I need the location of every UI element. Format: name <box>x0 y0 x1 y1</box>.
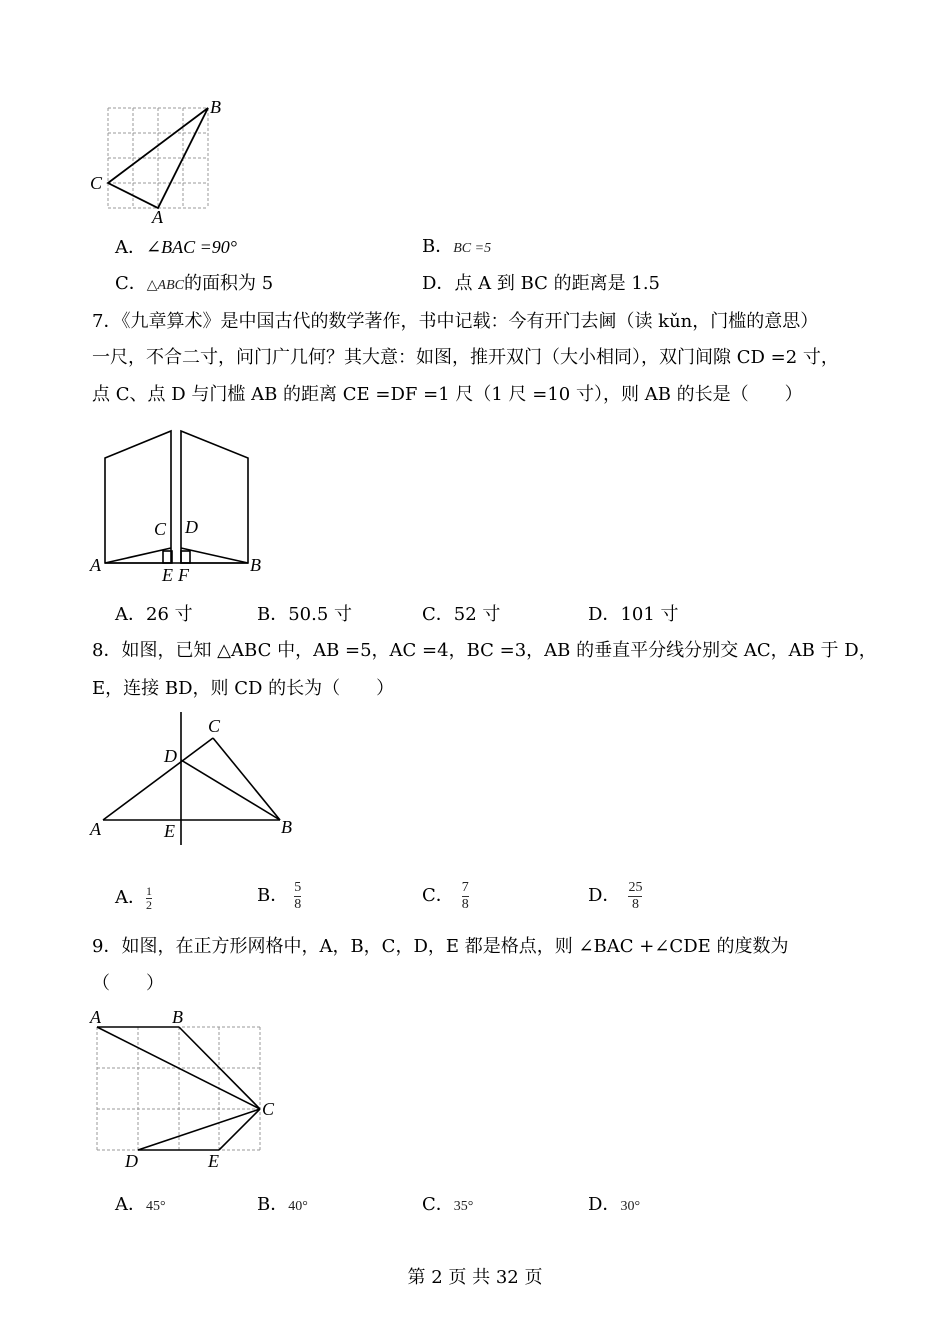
q9-option-c-value: 35° <box>453 1199 474 1214</box>
q7-label-b: B <box>250 555 261 575</box>
q6-option-d-text: 点 A 到 BC 的距离是 1.5 <box>454 273 661 294</box>
q9-option-a-letter: A． <box>115 1194 146 1215</box>
q8-option-c-letter: C． <box>422 885 454 906</box>
q6-option-c-letter: C． <box>115 273 147 294</box>
q8-option-a-letter: A． <box>115 887 146 908</box>
q8-label-d: D <box>164 746 177 766</box>
q8-option-d <box>588 876 642 916</box>
q6-option-a-letter: A． <box>115 237 146 258</box>
q7-label-c: C <box>154 519 167 539</box>
q7-line-2: 一尺，不合二寸，问门广几何？其大意：如图，推开双门（大小相同），双门间隙 CD =2 寸， <box>92 347 839 368</box>
q8-option-a-den: 2 <box>146 897 152 912</box>
q8-figure <box>88 708 298 848</box>
q6-option-b <box>422 235 491 261</box>
q6-option-c-text: 的面积为 5 <box>184 273 274 294</box>
q8-option-c-num: 7 <box>461 879 469 895</box>
q8-option-c-den: 8 <box>461 896 469 912</box>
q8-option-d-fraction <box>628 880 642 913</box>
q8-option-d-letter: D． <box>588 885 621 906</box>
q8-option-a <box>115 878 152 918</box>
q9-line-2: （ ） <box>92 973 164 994</box>
q6-figure <box>90 95 230 230</box>
q8-option-c <box>422 876 469 916</box>
q9-option-c-letter: C． <box>422 1194 454 1215</box>
q9-label-b: B <box>172 1007 183 1027</box>
q7-option-c <box>422 603 500 627</box>
q6-option-c-math: △ABC <box>146 278 184 293</box>
q6-label-c: C <box>90 173 103 193</box>
q6-option-d <box>422 272 660 296</box>
q6-option-b-math: BC =5 <box>453 241 492 256</box>
q9-option-d-value: 30° <box>620 1199 641 1214</box>
q8-option-c-fraction <box>462 880 469 913</box>
q7-option-d-letter: D． <box>588 604 621 625</box>
q8-option-d-num: 25 <box>628 879 643 895</box>
q9-option-b-value: 40° <box>288 1199 308 1214</box>
q7-label-e: E <box>162 565 173 585</box>
q8-option-b-num: 5 <box>294 879 302 895</box>
q7-option-c-letter: C． <box>422 604 454 625</box>
q6-option-d-letter: D． <box>422 273 455 294</box>
q9-option-b-letter: B． <box>257 1194 289 1215</box>
q6-label-b: B <box>210 97 221 117</box>
q8-label-e: E <box>164 821 175 841</box>
q8-option-b-fraction <box>294 880 301 913</box>
q7-line-3: 点 C、点 D 与门槛 AB 的距离 CE =DF =1 尺（1 尺 =10 寸），则 AB 的长是（ ） <box>92 384 803 405</box>
q9-option-a <box>115 1193 166 1219</box>
q7-option-a-letter: A． <box>115 604 146 625</box>
q8-option-d-den: 8 <box>631 896 639 912</box>
q7-label-d: D <box>185 517 198 537</box>
q6-option-a <box>115 235 237 260</box>
q6-option-c <box>115 272 273 298</box>
q7-option-b <box>257 603 352 627</box>
q8-option-a-fraction <box>146 885 152 912</box>
q9-label-d: D <box>125 1151 138 1171</box>
page-footer: 第 2 页 共 32 页 <box>407 1267 543 1288</box>
q8-label-a: A <box>90 819 101 839</box>
q7-line-1: 7．《九章算术》是中国古代的数学著作，书中记载：今有开门去阃（读 kǔn，门槛的意思） <box>92 311 819 332</box>
q9-option-b <box>257 1193 308 1219</box>
q6-option-b-letter: B． <box>422 236 454 257</box>
q9-option-d <box>588 1193 640 1219</box>
q7-option-a <box>115 603 193 627</box>
q7-option-d-value: 101 寸 <box>620 604 679 625</box>
q8-option-b-den: 8 <box>294 896 302 912</box>
q9-option-a-value: 45° <box>146 1199 166 1214</box>
q8-label-c: C <box>208 716 221 736</box>
q7-option-b-letter: B． <box>257 604 289 625</box>
q7-figure <box>88 425 273 590</box>
q7-option-b-value: 50.5 寸 <box>288 604 353 625</box>
q7-label-f: F <box>178 565 189 585</box>
q9-option-d-letter: D． <box>588 1194 621 1215</box>
q7-option-a-value: 26 寸 <box>146 604 193 625</box>
q8-line-1: 8．如图，已知 △ABC 中，AB =5，AC =4，BC =3，AB 的垂直平分线分别交 AC，AB 于 D， <box>92 640 877 661</box>
q9-label-a: A <box>90 1007 101 1027</box>
q8-option-b-letter: B． <box>257 885 289 906</box>
q7-option-c-value: 52 寸 <box>453 604 501 625</box>
q9-label-c: C <box>262 1099 275 1119</box>
q9-label-e: E <box>208 1151 219 1171</box>
q9-figure <box>88 1008 298 1173</box>
q8-line-2: E，连接 BD，则 CD 的长为（ ） <box>92 678 395 699</box>
q8-option-a-num: 1 <box>146 883 152 898</box>
q7-option-d <box>588 603 679 627</box>
q6-label-a: A <box>152 207 163 227</box>
q7-label-a: A <box>90 555 101 575</box>
q6-option-a-math: ∠BAC =90° <box>146 237 237 257</box>
q8-option-b <box>257 876 301 916</box>
q8-label-b: B <box>281 817 292 837</box>
q9-line-1: 9．如图，在正方形网格中，A，B，C，D，E 都是格点，则 ∠BAC +∠CDE 的度数为 <box>92 936 789 957</box>
q9-option-c <box>422 1193 473 1219</box>
